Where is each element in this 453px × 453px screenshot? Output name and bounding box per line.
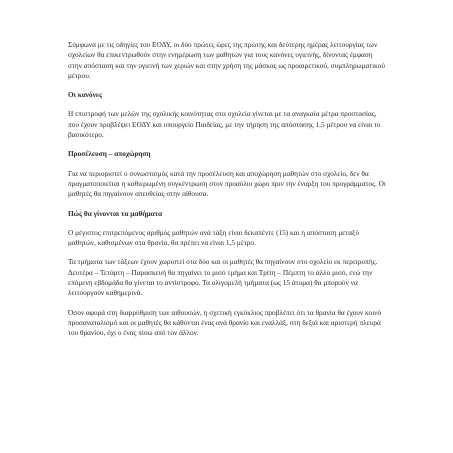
document-body xyxy=(68,40,386,348)
section-heading-arrival-departure: Προσέλευση – αποχώρηση xyxy=(68,149,151,159)
lessons-paragraph-class-size: Ο μέγιστος επιτρεπόμενος αριθμός μαθητών ανά τάξη είναι δεκαπέντε (15) και η απόσταση μεταξύ μαθητών, καθισμένων στα θρανία, θα πρέπει να είναι 1,5 μέτρο. xyxy=(68,227,359,248)
lessons-paragraph-rotation: Τα τμήματα των τάξεων έχουν χωριστεί στα δύο και οι μαθητές θα πηγαίνουν στο σχολείο εκ περιτροπής. Δευτέρα – Τετάρτη – Παρασκευή θα πηγαίνει το μισό τμήμα και Τρίτη – Πέμπτη το άλλο μισό, ενώ την επόμενη εβδομάδα θα γίνεται το αντίστροφο. Τα ολιγομελή τμήματα (ως 15 άτομα) θα μπορούν να λειτουργούν καθημερινά. xyxy=(68,257,378,298)
arrival-departure-paragraph: Για να περιοριστεί ο συνωστισμός κατά την προσέλευση και αποχώρηση μαθητών στο σχολείο, δεν θα πραγματοποιείται η καθιερωμένη συγκέντρωση στον προαύλιο χώρο πριν την έναρξη του προγράμματος. Οι μαθητές θα πηγαίνουν απευθείας στην αίθουσα. xyxy=(68,168,386,199)
rules-paragraph: Η επιστροφή των μελών της σχολικής κοινότητας στα σχολεία γίνεται με τα αναγκαία μέτρα προστασίας, που έχουν προβλέψει ΕΟΔΥ και υπουργείο Παιδείας, με την τήρηση της απόστασης 1,5 μέτρου να είναι το βασικότερο. xyxy=(68,109,381,140)
intro-paragraph: Σύμφωνα με τις οδηγίες του ΕΟΔΥ, οι δύο πρώτες ώρες της πρώτης και δεύτερης ημέρας λειτουργίας των σχολείων θα επικεντρωθούν στην ενημέρωση των μαθητών για τους κανόνες υγιεινής, δίνοντας έμφαση στην απόσταση και την υγιεινή των χεριών και στην χρήση της μάσκας ως προαιρετικού, συμπληρωματικού μέτρου. xyxy=(68,40,385,80)
lessons-paragraph-desk-layout: Όσον αφορά στη διαρρύθμιση των αιθουσών, η σχετική εγκύκλιος προβλέπει ότι τα θρανία θα έχουν κοινό προσανατολισμό και οι μαθητές θα κάθονται ένας ανά θρανίο και εναλλάξ, στη δεξιά και αριστερή πλευρά του θρανίου, όχι ο ένας πίσω από τον άλλον. xyxy=(68,307,382,338)
section-heading-lessons: Πώς θα γίνονται τα μαθήματα xyxy=(68,208,163,218)
section-heading-rules: Οι κανόνες xyxy=(68,90,103,100)
